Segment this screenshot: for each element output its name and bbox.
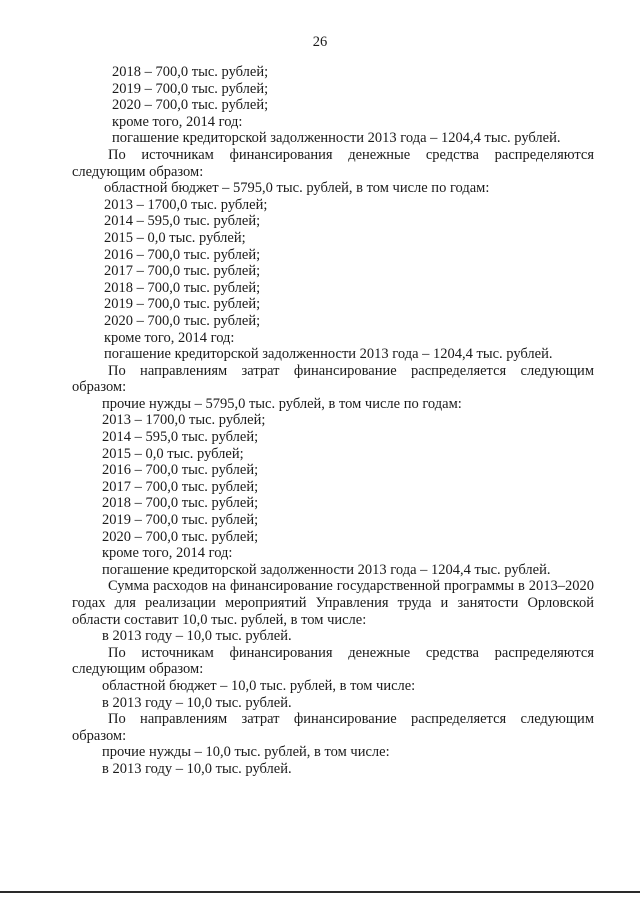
text-line: 2016 – 700,0 тыс. рублей; [102, 462, 259, 479]
text-line: погашение кредиторской задолженности 2013 года – 1204,4 тыс. рублей. [112, 130, 561, 147]
paragraph: По источникам финансирования денежные средства распределяются следующим образом: [72, 644, 594, 678]
text-line: 2013 – 1700,0 тыс. рублей; [104, 196, 268, 213]
text-line: 2013 – 1700,0 тыс. рублей; [102, 412, 266, 429]
text-line: погашение кредиторской задолженности 2013 года – 1204,4 тыс. рублей. [104, 346, 553, 363]
text-line: в 2013 году – 10,0 тыс. рублей. [102, 760, 292, 777]
text-line: 2015 – 0,0 тыс. рублей; [102, 445, 244, 462]
text-line: 2017 – 700,0 тыс. рублей; [102, 478, 259, 495]
text-line: 2016 – 700,0 тыс. рублей; [104, 246, 261, 263]
text-line: 2018 – 700,0 тыс. рублей; [104, 279, 261, 296]
paragraph: Сумма расходов на финансирование государственной программы в 2013–2020 годах для реализации мероприятий Управления труда и занятости Орловской области составит 10,0 тыс. рублей, в том числе: [72, 578, 594, 628]
text-line: 2015 – 0,0 тыс. рублей; [104, 229, 246, 246]
text-line: кроме того, 2014 год: [112, 113, 243, 130]
paragraph: По направлениям затрат финансирование распределяется следующим образом: [72, 362, 594, 396]
text-line: 2020 – 700,0 тыс. рублей; [112, 97, 269, 114]
text-line: 2019 – 700,0 тыс. рублей; [104, 296, 261, 313]
document-body [72, 64, 594, 778]
text-line: 2020 – 700,0 тыс. рублей; [102, 528, 259, 545]
paragraph: По источникам финансирования денежные средства распределяются следующим образом: [72, 146, 594, 180]
text-line: областной бюджет – 5795,0 тыс. рублей, в том числе по годам: [104, 180, 490, 197]
text-line: в 2013 году – 10,0 тыс. рублей. [102, 628, 292, 645]
page-bottom-rule [0, 891, 640, 893]
text-line: 2019 – 700,0 тыс. рублей; [102, 512, 259, 529]
text-line: 2019 – 700,0 тыс. рублей; [112, 80, 269, 97]
text-line: кроме того, 2014 год: [102, 545, 233, 562]
text-line: 2018 – 700,0 тыс. рублей; [112, 64, 269, 80]
paragraph: По направлениям затрат финансирование распределяется следующим образом: [72, 711, 594, 744]
page-number: 26 [312, 34, 328, 50]
text-line: 2018 – 700,0 тыс. рублей; [102, 495, 259, 512]
text-line: 2017 – 700,0 тыс. рублей; [104, 263, 261, 280]
text-line: погашение кредиторской задолженности 2013 года – 1204,4 тыс. рублей. [102, 561, 551, 578]
text-line: 2014 – 595,0 тыс. рублей; [102, 429, 259, 446]
text-line: областной бюджет – 10,0 тыс. рублей, в том числе: [102, 677, 416, 694]
text-line: 2014 – 595,0 тыс. рублей; [104, 213, 261, 230]
text-line: прочие нужды – 10,0 тыс. рублей, в том числе: [102, 744, 390, 761]
text-line: в 2013 году – 10,0 тыс. рублей. [102, 694, 292, 711]
text-line: прочие нужды – 5795,0 тыс. рублей, в том числе по годам: [102, 395, 462, 412]
text-line: 2020 – 700,0 тыс. рублей; [104, 312, 261, 329]
text-line: кроме того, 2014 год: [104, 329, 235, 346]
